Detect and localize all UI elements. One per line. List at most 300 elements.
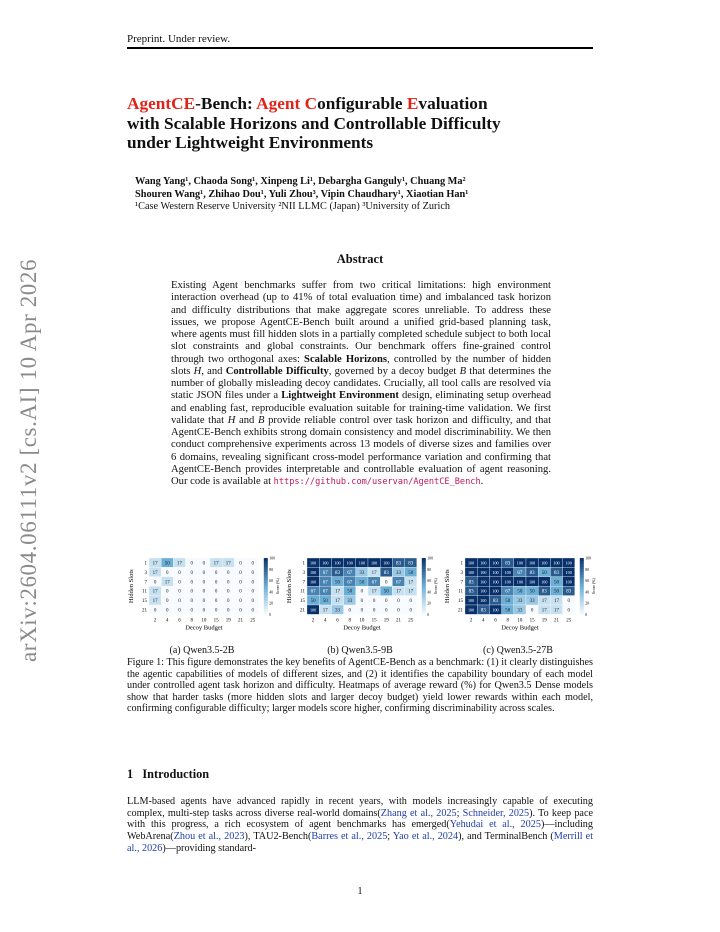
cell-value-label: 83 [505, 561, 511, 567]
cell-value-label: 100 [467, 569, 475, 575]
intro-text: ; [387, 831, 393, 843]
affiliations: ¹Case Western Reserve University ²NII LLMC (Japan) ³University of Zurich [135, 201, 451, 212]
cell-value-label: 100 [528, 560, 536, 566]
header-rule [127, 47, 593, 49]
colorbar-segment [580, 558, 584, 561]
colorbar-segment [264, 600, 268, 603]
title-red-3: Agent C [256, 94, 318, 113]
cell-value-label: 83 [493, 599, 498, 605]
cell-value-label: 17 [322, 608, 328, 614]
abstract-text: that determines the number of globally misleading decoy candidates. Crucially, all tool calls are resolved via static JSON files under a [171, 365, 552, 402]
cell-value-label: 50 [347, 589, 353, 595]
title-line-2: with Scalable Horizons and Controllable Difficulty [127, 113, 501, 133]
cell-value-label: 0 [251, 599, 254, 605]
colorbar-segment [264, 583, 268, 586]
author-block [135, 176, 595, 214]
colorbar-segment [422, 564, 426, 567]
intro-paragraph [127, 796, 593, 855]
authors-line-1: Wang Yang¹, Chaoda Song¹, Xinpeng Li¹, Debargha Ganguly¹, Chuang Ma² [135, 176, 466, 187]
cell-value-label: 100 [492, 579, 499, 585]
x-tick-label: 4 [482, 618, 485, 624]
x-tick-label: 8 [348, 618, 351, 624]
abstract-text: Existing Agent benchmarks suffer from two critical limitations: high environment interaction overhead (up to 41% of total evaluation time) and imbalanced task horizon and difficulty distributions that make aggregate scores unreliable. To address these issues, we propose AgentCE-Bench built around a unified grid-based planning task, where agents must fill hidden slots in a partially completed schedule subject to both local slot constraints and global constraints. Our benchmark offers fine-grained control through two orthogonal axes: [171, 280, 551, 365]
x-tick-label: 21 [554, 618, 559, 624]
cell-value-label: 0 [397, 599, 400, 605]
cell-value-label: 17 [152, 599, 158, 605]
colorbar-segment [422, 600, 426, 603]
y-tick-label: 15 [300, 599, 305, 605]
cell-value-label: 0 [178, 570, 181, 576]
citation-link[interactable]: Zhou et al., 2023 [173, 831, 245, 843]
cell-value-label: 50 [310, 599, 316, 605]
cell-value-label: 50 [541, 570, 547, 576]
colorbar-segment [422, 597, 426, 600]
x-tick-label: 2 [153, 618, 157, 624]
cell-value-label: 100 [516, 579, 524, 585]
cell-value-label: 0 [385, 608, 388, 614]
x-tick-label: 10 [201, 618, 207, 624]
x-tick-label: 8 [190, 618, 193, 624]
y-tick-label: 21 [458, 608, 463, 614]
cell-value-label: 0 [251, 570, 254, 576]
colorbar-segment [580, 583, 584, 586]
y-tick-label: 1 [460, 561, 463, 567]
cell-value-label: 0 [227, 608, 230, 614]
x-tick-label: 6 [178, 618, 181, 624]
cell-value-label: 0 [190, 580, 193, 586]
cell-value-label: 17 [408, 580, 414, 586]
cell-value-label: 100 [480, 598, 487, 604]
cell-value-label: 100 [383, 560, 390, 566]
cell-value-label: 50 [408, 570, 414, 576]
colorbar-segment [422, 578, 426, 581]
cell-value-label: 0 [360, 608, 364, 614]
cell-value-label: 50 [335, 580, 340, 586]
colorbar-segment [580, 592, 584, 595]
y-tick-label: 15 [458, 599, 463, 605]
colorbar-segment [422, 569, 426, 572]
cell-value-label: 50 [517, 589, 523, 595]
colorbar-segment [580, 581, 584, 584]
cell-value-label: 100 [565, 560, 572, 566]
y-tick-label: 3 [460, 570, 463, 576]
cell-value-label: 0 [239, 589, 242, 595]
cell-value-label: 0 [202, 580, 206, 586]
cell-value-label: 17 [152, 570, 158, 576]
cell-value-label: 100 [492, 560, 499, 566]
colorbar-segment [264, 578, 268, 581]
cell-value-label: 100 [467, 598, 475, 604]
colorbar-segment [580, 600, 584, 603]
colorbar-segment [264, 612, 268, 615]
cell-value-label: 0 [372, 608, 376, 614]
section-number: 1 [127, 767, 134, 781]
y-tick-label: 15 [142, 599, 147, 605]
cell-value-label: 100 [480, 560, 487, 566]
cell-value-label: 0 [397, 608, 400, 614]
colorbar-segment [580, 595, 584, 598]
colorbar-tick-label: 80 [585, 567, 590, 572]
abstract-bold: Lightweight Environment [281, 390, 399, 402]
colorbar-tick-label: 80 [427, 567, 432, 572]
running-head: Preprint. Under review. [127, 33, 231, 45]
cell-value-label: 100 [309, 569, 317, 575]
cell-value-label: 0 [202, 599, 206, 605]
colorbar-tick-label: 60 [427, 579, 432, 584]
colorbar-segment [580, 609, 584, 612]
cell-value-label: 100 [309, 607, 317, 613]
x-tick-label: 15 [529, 618, 535, 624]
cell-value-label: 0 [202, 589, 206, 595]
cell-value-label: 0 [360, 589, 364, 595]
colorbar-segment [422, 581, 426, 584]
cell-value-label: 83 [408, 561, 414, 567]
y-tick-label: 11 [458, 589, 463, 595]
abstract-text: , governed by a decoy budget [328, 365, 460, 377]
colorbar-segment [580, 572, 584, 575]
x-tick-label: 19 [383, 618, 389, 624]
code-link[interactable]: https://github.com/uservan/AgentCE_Bench [273, 477, 481, 487]
x-tick-label: 19 [225, 618, 231, 624]
cell-value-label: 83 [541, 589, 547, 595]
cell-value-label: 100 [565, 569, 572, 575]
colorbar-tick-label: 0 [427, 612, 430, 617]
cell-value-label: 17 [396, 589, 401, 595]
x-tick-label: 10 [359, 618, 365, 624]
colorbar-segment [264, 558, 268, 561]
colorbar-segment [580, 586, 584, 589]
colorbar-tick-label: 20 [269, 601, 274, 606]
colorbar-tick-label: 100 [585, 556, 592, 561]
x-tick-label: 8 [506, 618, 509, 624]
cell-value-label: 33 [396, 570, 401, 576]
cell-value-label: 0 [360, 599, 364, 605]
colorbar-segment [580, 603, 584, 606]
colorbar-segment [422, 566, 426, 569]
cell-value-label: 0 [251, 561, 254, 567]
authors-line-2: Shouren Wang¹, Zhihao Dou¹, Yuli Zhou³, Vipin Chaudhary¹, Xiaotian Han¹ [135, 188, 469, 200]
colorbar-segment [580, 578, 584, 581]
cell-value-label: 0 [153, 608, 157, 614]
cell-value-label: 0 [214, 599, 218, 605]
colorbar-segment [422, 592, 426, 595]
y-tick-label: 7 [302, 580, 305, 586]
colorbar-segment [422, 606, 426, 609]
cell-value-label: 100 [492, 607, 499, 613]
paper-title [127, 94, 597, 153]
cell-value-label: 17 [213, 561, 219, 567]
cell-value-label: 33 [517, 608, 523, 614]
cell-value-label: 50 [383, 589, 389, 595]
cell-value-label: 50 [554, 589, 559, 595]
cell-value-label: 83 [468, 589, 474, 595]
cell-value-label: 67 [347, 570, 353, 576]
y-tick-label: 7 [460, 580, 463, 586]
colorbar-segment [264, 575, 268, 578]
cell-value-label: 0 [178, 589, 181, 595]
y-tick-label: 21 [142, 608, 147, 614]
colorbar-tick-label: 40 [585, 590, 590, 595]
cell-value-label: 100 [467, 607, 475, 613]
cell-value-label: 0 [214, 570, 218, 576]
cell-value-label: 67 [505, 589, 511, 595]
intro-text: )—providing standard- [162, 842, 257, 854]
cell-value-label: 0 [348, 608, 351, 614]
colorbar-tick-label: 40 [269, 590, 274, 595]
colorbar-segment [580, 597, 584, 600]
cell-value-label: 0 [227, 580, 230, 586]
title-text-4: onfigurable [317, 94, 407, 113]
cell-value-label: 0 [190, 589, 193, 595]
cell-value-label: 0 [567, 599, 570, 605]
cell-value-label: 0 [251, 608, 254, 614]
intro-text: ; [456, 807, 463, 819]
colorbar-segment [580, 566, 584, 569]
x-tick-label: 4 [324, 618, 327, 624]
colorbar-segment [264, 564, 268, 567]
cell-value-label: 100 [322, 560, 329, 566]
cell-value-label: 67 [322, 589, 328, 595]
cell-value-label: 0 [385, 599, 388, 605]
heatmap-c [443, 554, 596, 642]
colorbar-tick-label: 60 [269, 579, 274, 584]
cell-value-label: 0 [567, 608, 570, 614]
colorbar-tick-label: 80 [269, 567, 274, 572]
cell-value-label: 100 [553, 560, 560, 566]
colorbar-tick-label: 60 [585, 579, 590, 584]
x-tick-label: 21 [238, 618, 243, 624]
colorbar-segment [580, 561, 584, 564]
cell-value-label: 50 [359, 580, 365, 586]
x-axis-title: Decoy Budget [501, 624, 539, 632]
cell-value-label: 67 [322, 580, 328, 586]
cell-value-label: 100 [309, 579, 317, 585]
x-tick-label: 10 [517, 618, 523, 624]
cell-value-label: 100 [334, 560, 341, 566]
cell-value-label: 0 [190, 570, 193, 576]
cell-value-label: 17 [164, 580, 170, 586]
cell-value-label: 50 [505, 599, 511, 605]
colorbar-segment [264, 581, 268, 584]
abstract-heading: Abstract [336, 252, 384, 266]
colorbar-segment [580, 569, 584, 572]
cell-value-label: 17 [371, 570, 377, 576]
colorbar-segment [264, 561, 268, 564]
abstract-text: provide reliable control over task horizon and difficulty, and that AgentCE-Bench exhibits strong domain consistency and model discriminability. We then conduct comprehensive experiments across 13 models of diverse sizes and families over 6 domains, revealing significant cross-model performance variation and confirming that AgentCE-Bench provides interpretable and controllable evaluation of agent reasoning. Our code is available at [171, 414, 552, 487]
cell-value-label: 100 [480, 588, 487, 594]
title-red-5: E [406, 94, 419, 113]
y-axis-title: Hidden Slots [286, 569, 293, 604]
y-tick-label: 1 [302, 561, 305, 567]
citation-link[interactable]: Barres et al., 2025 [311, 831, 388, 843]
cell-value-label: 50 [529, 589, 535, 595]
colorbar-segment [422, 586, 426, 589]
cell-value-label: 83 [383, 570, 389, 576]
x-tick-label: 15 [371, 618, 377, 624]
colorbar-segment [422, 561, 426, 564]
cell-value-label: 0 [227, 599, 230, 605]
title-text-2: -Bench: [195, 94, 257, 113]
cell-value-label: 17 [554, 608, 559, 614]
cell-value-label: 50 [554, 580, 559, 586]
colorbar-segment [580, 606, 584, 609]
colorbar-tick-label: 100 [269, 556, 276, 561]
cell-value-label: 50 [505, 608, 511, 614]
cell-value-label: 17 [541, 599, 547, 605]
abstract-text: , and [201, 365, 226, 377]
x-tick-label: 6 [336, 618, 339, 624]
cell-value-label: 100 [504, 579, 511, 585]
intro-text: ), TAU2-Bench( [244, 831, 312, 843]
colorbar-segment [264, 586, 268, 589]
y-tick-label: 3 [144, 570, 147, 576]
abstract-bold: Controllable Difficulty [225, 365, 329, 377]
cell-value-label: 0 [178, 608, 181, 614]
colorbar-segment [422, 589, 426, 592]
x-tick-label: 21 [396, 618, 401, 624]
colorbar-segment [580, 575, 584, 578]
cell-value-label: 83 [396, 561, 401, 567]
cell-value-label: 17 [177, 561, 182, 567]
x-tick-label: 2 [469, 618, 473, 624]
intro-text: ), and TerminalBench ( [458, 831, 554, 843]
colorbar-tick-label: 20 [427, 601, 432, 606]
citation-link[interactable]: Zhang et al., 2025 [380, 807, 457, 819]
cell-value-label: 0 [372, 599, 376, 605]
cell-value-label: 100 [346, 560, 353, 566]
cell-value-label: 17 [335, 599, 340, 605]
intro-text: )—including WebArena( [127, 819, 593, 843]
colorbar-tick-label: 0 [585, 612, 588, 617]
x-axis-title: Decoy Budget [343, 624, 381, 632]
y-tick-label: 21 [300, 608, 305, 614]
colorbar-segment [264, 606, 268, 609]
cell-value-label: 0 [166, 570, 169, 576]
colorbar-segment [264, 592, 268, 595]
colorbar-title: Score (%) [590, 578, 596, 595]
cell-value-label: 17 [152, 589, 158, 595]
cell-value-label: 100 [480, 579, 487, 585]
cell-value-label: 0 [202, 608, 206, 614]
cell-value-label: 0 [409, 599, 412, 605]
abstract-text: . [480, 476, 484, 487]
cell-value-label: 100 [565, 579, 572, 585]
cell-value-label: 0 [239, 570, 242, 576]
colorbar-title: Score (%) [274, 578, 280, 595]
subcaption-a: (a) Qwen3.5-2B [169, 645, 235, 656]
cell-value-label: 17 [335, 589, 340, 595]
y-tick-label: 1 [144, 561, 147, 567]
cell-value-label: 0 [409, 608, 412, 614]
title-line-3: under Lightweight Environments [127, 133, 374, 152]
cell-value-label: 83 [529, 570, 535, 576]
cell-value-label: 17 [152, 561, 158, 567]
cell-value-label: 67 [322, 570, 328, 576]
x-tick-label: 25 [566, 618, 572, 624]
intro-text: LLM-based agents have advanced rapidly in recent years, with models increasingly capable of executing complex, multi-step tasks across diverse real-world domains( [127, 796, 593, 819]
cell-value-label: 17 [541, 608, 547, 614]
colorbar-tick-label: 0 [269, 612, 272, 617]
cell-value-label: 100 [516, 560, 524, 566]
colorbar-segment [422, 572, 426, 575]
cell-value-label: 0 [190, 599, 193, 605]
abstract-body [171, 280, 551, 488]
y-tick-label: 7 [144, 580, 147, 586]
abstract-text: design, eliminating setup overhead and enabling fast, reproducible evaluation suitable for training-time validation. We first validate that [171, 390, 552, 426]
cell-value-label: 50 [322, 599, 328, 605]
cell-value-label: 17 [554, 599, 559, 605]
cell-value-label: 17 [408, 589, 414, 595]
citation-link[interactable]: Yehudai et al., 2025 [449, 819, 541, 831]
abstract-italic: H [227, 414, 236, 426]
cell-value-label: 0 [214, 589, 218, 595]
cell-value-label: 0 [166, 599, 169, 605]
y-axis-title: Hidden Slots [444, 569, 451, 604]
cell-value-label: 100 [370, 560, 378, 566]
colorbar-segment [580, 612, 584, 615]
cell-value-label: 83 [554, 570, 559, 576]
colorbar-segment [264, 572, 268, 575]
subcaption-c: (c) Qwen3.5-27B [483, 645, 553, 656]
colorbar-tick-label: 100 [427, 556, 434, 561]
cell-value-label: 0 [530, 608, 534, 614]
y-tick-label: 11 [142, 589, 147, 595]
heatmap-b [285, 554, 438, 642]
citation-link[interactable]: Yao et al., 2024 [392, 831, 459, 843]
x-tick-label: 4 [166, 618, 169, 624]
cell-value-label: 67 [347, 580, 353, 586]
cell-value-label: 50 [164, 561, 170, 567]
cell-value-label: 0 [239, 561, 242, 567]
x-tick-label: 15 [213, 618, 219, 624]
cell-value-label: 0 [190, 608, 193, 614]
cell-value-label: 83 [566, 589, 572, 595]
subcaption-b: (b) Qwen3.5-9B [327, 645, 393, 656]
cell-value-label: 100 [541, 579, 548, 585]
colorbar-segment [422, 603, 426, 606]
title-text-6: valuation [418, 94, 488, 113]
x-tick-label: 25 [250, 618, 256, 624]
citation-link[interactable]: Schneider, 2025 [462, 807, 530, 819]
colorbar-segment [264, 569, 268, 572]
y-tick-label: 3 [302, 570, 305, 576]
cell-value-label: 0 [239, 599, 242, 605]
cell-value-label: 100 [467, 560, 475, 566]
x-tick-label: 2 [311, 618, 315, 624]
x-axis-title: Decoy Budget [185, 624, 223, 632]
colorbar-segment [422, 609, 426, 612]
cell-value-label: 17 [225, 561, 231, 567]
cell-value-label: 0 [202, 570, 206, 576]
cell-value-label: 0 [178, 580, 181, 586]
cell-value-label: 0 [385, 580, 388, 586]
cell-value-label: 67 [310, 589, 316, 595]
abstract-text: , controlled by the number of hidden slots [171, 353, 551, 377]
colorbar-segment [264, 595, 268, 598]
citation-link[interactable]: Merrill et al., 2026 [127, 831, 594, 854]
cell-value-label: 83 [335, 570, 340, 576]
cell-value-label: 67 [371, 580, 377, 586]
cell-value-label: 100 [492, 569, 499, 575]
cell-value-label: 100 [309, 560, 317, 566]
section-heading [127, 767, 209, 782]
x-tick-label: 6 [494, 618, 497, 624]
cell-value-label: 83 [468, 580, 474, 586]
x-tick-label: 25 [408, 618, 414, 624]
arxiv-watermark: arXiv:2604.06111v2 [cs.AI] 10 Apr 2026 [16, 258, 41, 662]
cell-value-label: 17 [371, 589, 377, 595]
cell-value-label: 100 [480, 569, 487, 575]
